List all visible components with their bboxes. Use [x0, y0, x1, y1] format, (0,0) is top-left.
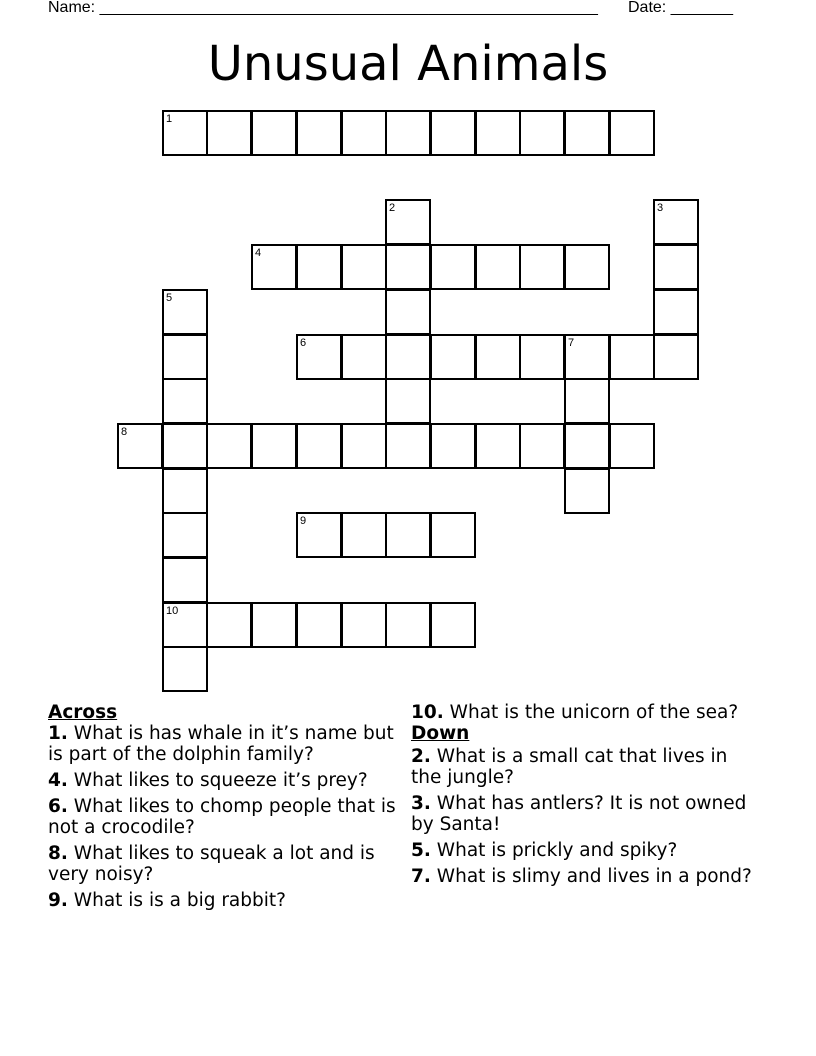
grid-cell[interactable] [341, 244, 387, 290]
grid-cell[interactable] [385, 334, 431, 380]
clue-number-label: 9 [300, 515, 307, 527]
grid-cell[interactable] [609, 110, 655, 156]
grid-cell[interactable] [430, 110, 476, 156]
clue-number: 1. [48, 723, 68, 744]
clue-number-label: 8 [121, 426, 128, 438]
grid-cell[interactable] [341, 423, 387, 469]
grid-cell[interactable] [341, 602, 387, 648]
grid-cell[interactable] [162, 334, 208, 380]
clue-text: What is the unicorn of the sea? [449, 702, 739, 723]
grid-cell[interactable] [653, 199, 699, 245]
grid-cell[interactable] [430, 423, 476, 469]
clue-text: What likes to squeeze it’s prey? [73, 770, 368, 791]
grid-cell[interactable] [609, 334, 655, 380]
down-heading: Down [411, 723, 470, 744]
grid-cell[interactable] [206, 110, 252, 156]
grid-cell[interactable] [206, 423, 252, 469]
clue-number-label: 2 [389, 202, 396, 214]
clue-text: What likes to chomp people that is not a crocodile? [48, 796, 396, 838]
name-field-label: Name: ________________________________________________________ [48, 0, 598, 16]
date-field-label: Date: _______ [628, 0, 733, 16]
clue-number: 2. [411, 746, 431, 767]
grid-cell[interactable] [653, 244, 699, 290]
clue-number-label: 5 [166, 292, 173, 304]
clue-text: What is a small cat that lives in the jungle? [411, 746, 728, 788]
grid-cell[interactable] [296, 512, 342, 558]
grid-cell[interactable] [385, 289, 431, 335]
grid-cell[interactable] [296, 244, 342, 290]
grid-cell[interactable] [564, 468, 610, 514]
across-clue-1 [48, 723, 398, 765]
grid-cell[interactable] [117, 423, 163, 469]
grid-cell[interactable] [519, 423, 565, 469]
clue-number-label: 1 [166, 113, 173, 125]
grid-cell[interactable] [475, 110, 521, 156]
grid-cell[interactable] [341, 110, 387, 156]
grid-cell[interactable] [341, 334, 387, 380]
grid-cell[interactable] [385, 423, 431, 469]
down-clue-2 [411, 746, 761, 788]
across-clue-8 [48, 843, 398, 885]
grid-cell[interactable] [653, 289, 699, 335]
grid-cell[interactable] [251, 602, 297, 648]
clue-text: What is prickly and spiky? [436, 840, 678, 861]
clue-number: 5. [411, 840, 431, 861]
clue-number: 8. [48, 843, 68, 864]
grid-cell[interactable] [564, 423, 610, 469]
clues-column-right [411, 702, 761, 892]
across-heading: Across [48, 702, 118, 723]
clue-number: 6. [48, 796, 68, 817]
clue-number-label: 4 [255, 247, 262, 259]
grid-cell[interactable] [430, 244, 476, 290]
grid-cell[interactable] [385, 110, 431, 156]
grid-cell[interactable] [385, 512, 431, 558]
clue-number-label: 10 [166, 605, 179, 617]
grid-cell[interactable] [385, 602, 431, 648]
clue-number: 4. [48, 770, 68, 791]
grid-cell[interactable] [653, 334, 699, 380]
clues-column-left [48, 702, 398, 916]
clue-text: What is is a big rabbit? [73, 890, 286, 911]
grid-cell[interactable] [519, 110, 565, 156]
grid-cell[interactable] [162, 378, 208, 424]
clue-number-label: 7 [568, 337, 575, 349]
grid-cell[interactable] [296, 602, 342, 648]
grid-cell[interactable] [296, 110, 342, 156]
grid-cell[interactable] [430, 512, 476, 558]
grid-cell[interactable] [162, 110, 208, 156]
grid-cell[interactable] [162, 468, 208, 514]
clue-number: 10. [411, 702, 444, 723]
clue-text: What has antlers? It is not owned by Santa! [411, 793, 747, 835]
page-title: Unusual Animals [207, 36, 609, 92]
grid-cell[interactable] [206, 602, 252, 648]
grid-cell[interactable] [475, 423, 521, 469]
clue-text: What likes to squeak a lot and is very noisy? [48, 843, 375, 885]
grid-cell[interactable] [341, 512, 387, 558]
grid-cell[interactable] [564, 110, 610, 156]
down-clue-5 [411, 840, 761, 861]
grid-cell[interactable] [162, 557, 208, 603]
down-clue-7 [411, 866, 761, 887]
down-clue-3 [411, 793, 761, 835]
clue-number: 3. [411, 793, 431, 814]
grid-cell[interactable] [251, 423, 297, 469]
grid-cell[interactable] [564, 244, 610, 290]
grid-cell[interactable] [162, 646, 208, 692]
grid-cell[interactable] [609, 423, 655, 469]
grid-cell[interactable] [564, 334, 610, 380]
grid-cell[interactable] [475, 244, 521, 290]
clue-text: What is slimy and lives in a pond? [436, 866, 752, 887]
clue-number: 9. [48, 890, 68, 911]
grid-cell[interactable] [430, 334, 476, 380]
clue-number: 7. [411, 866, 431, 887]
grid-cell[interactable] [162, 423, 208, 469]
grid-cell[interactable] [162, 602, 208, 648]
across-clue-4 [48, 770, 398, 791]
clue-number-label: 3 [657, 202, 664, 214]
grid-cell[interactable] [519, 244, 565, 290]
clue-text: What is has whale in it’s name but is part of the dolphin family? [48, 723, 394, 765]
grid-cell[interactable] [251, 110, 297, 156]
across-clue-10 [411, 702, 761, 723]
grid-cell[interactable] [251, 244, 297, 290]
grid-cell[interactable] [385, 199, 431, 245]
grid-cell[interactable] [296, 334, 342, 380]
grid-cell[interactable] [475, 334, 521, 380]
across-clue-6 [48, 796, 398, 838]
grid-cell[interactable] [519, 334, 565, 380]
grid-cell[interactable] [430, 602, 476, 648]
grid-cell[interactable] [564, 378, 610, 424]
clue-number-label: 6 [300, 337, 307, 349]
grid-cell[interactable] [385, 244, 431, 290]
grid-cell[interactable] [296, 423, 342, 469]
across-clue-9 [48, 890, 398, 911]
grid-cell[interactable] [385, 378, 431, 424]
grid-cell[interactable] [162, 512, 208, 558]
grid-cell[interactable] [162, 289, 208, 335]
